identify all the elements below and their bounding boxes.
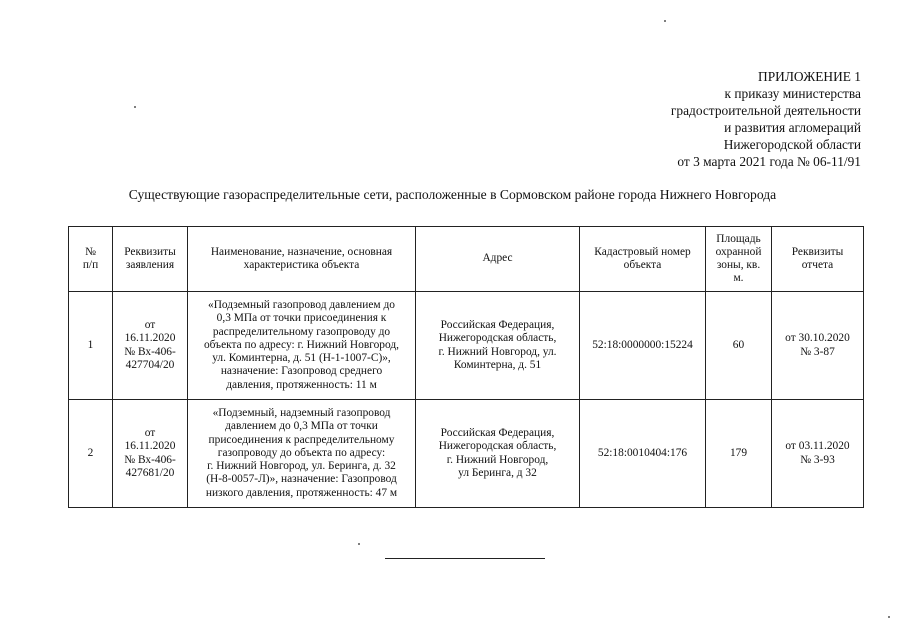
header-request: Реквизиты заявления [113, 227, 188, 292]
appendix-line: градостроительной деятельности [670, 103, 861, 118]
cell-area: 60 [706, 292, 772, 400]
cell-address: Российская Федерация, Нижегородская область, г. Нижний Новгород, ул Беринга, д 32 [416, 400, 580, 508]
gas-networks-table [68, 226, 864, 508]
document-title: Существующие газораспределительные сети, расположенные в Сормовском районе города Нижнего Новгорода [128, 187, 777, 202]
cell-number: 2 [69, 400, 113, 508]
appendix-line: и развития агломераций [724, 120, 861, 135]
cell-area: 179 [706, 400, 772, 508]
cell-cadastral: 52:18:0010404:176 [580, 400, 706, 508]
appendix-header [671, 68, 861, 170]
appendix-line: к приказу министерства [724, 86, 861, 101]
header-address: Адрес [416, 227, 580, 292]
scan-speck [358, 543, 360, 545]
scan-speck [888, 616, 890, 618]
table-header-row [69, 227, 864, 292]
appendix-line: от 3 марта 2021 года № 06-11/91 [677, 154, 861, 169]
header-report: Реквизиты отчета [772, 227, 864, 292]
header-number: № п/п [69, 227, 113, 292]
scan-speck [664, 20, 666, 22]
cell-description: «Подземный газопровод давлением до 0,3 МПа от точки присоединения к распределительному газопроводу до объекта по адресу: г. Нижний Новгород, ул. Коминтерна, д. 51 (Н-1-1007-С)», назначение: Газопровод среднего давления, протяженность: 11 м [188, 292, 416, 400]
header-area: Площадь охранной зоны, кв. м. [706, 227, 772, 292]
cell-report: от 30.10.2020 № 3-87 [772, 292, 864, 400]
signature-divider-line [385, 558, 545, 559]
appendix-line: Нижегородской области [723, 137, 861, 152]
header-description: Наименование, назначение, основная характеристика объекта [188, 227, 416, 292]
cell-description: «Подземный, надземный газопровод давлением до 0,3 МПа от точки присоединения к распределительному газопроводу до объекта по адресу: г. Нижний Новгород, ул. Беринга, д. 32 (Н-8-0057-Л)», назначение: Газопровод низкого давления, протяженность: 47 м [188, 400, 416, 508]
cell-address: Российская Федерация, Нижегородская область, г. Нижний Новгород, ул. Коминтерна, д. 51 [416, 292, 580, 400]
cell-number: 1 [69, 292, 113, 400]
cell-request: от 16.11.2020 № Вх-406- 427704/20 [113, 292, 188, 400]
cell-request: от 16.11.2020 № Вх-406- 427681/20 [113, 400, 188, 508]
cell-report: от 03.11.2020 № 3-93 [772, 400, 864, 508]
cell-cadastral: 52:18:0000000:15224 [580, 292, 706, 400]
table-row [69, 292, 864, 400]
appendix-line: ПРИЛОЖЕНИЕ 1 [758, 69, 861, 84]
header-cadastral: Кадастровый номер объекта [580, 227, 706, 292]
table-row [69, 400, 864, 508]
scan-speck [134, 106, 136, 108]
